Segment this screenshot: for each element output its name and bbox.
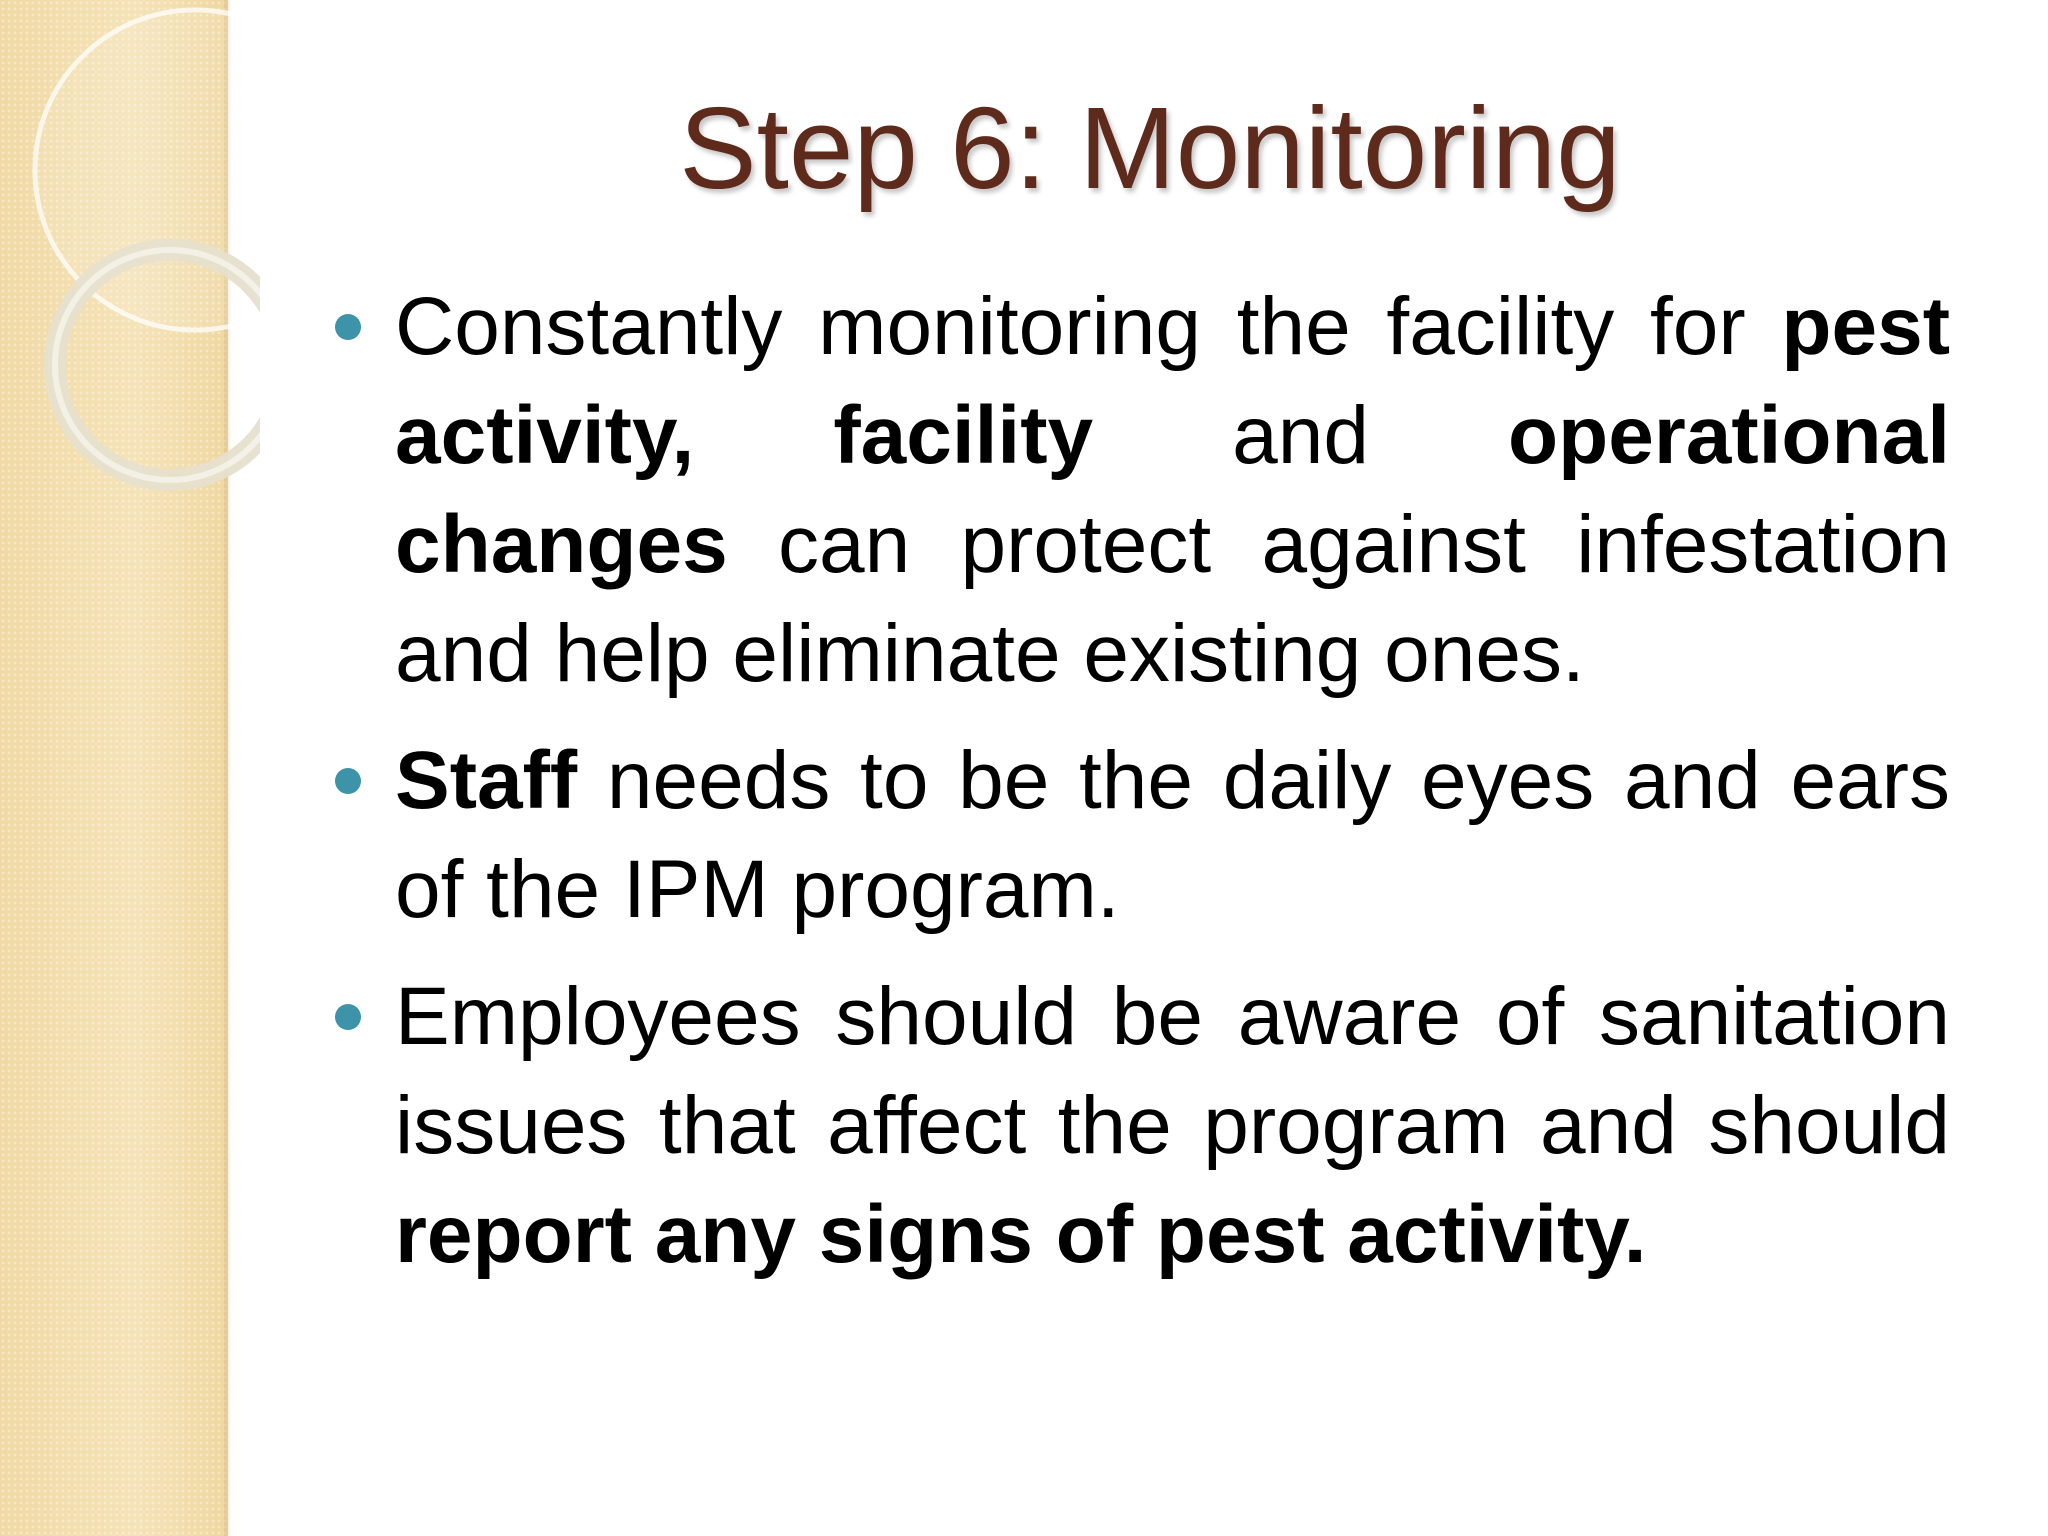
bullet-text-bold-segment: operational changes xyxy=(395,390,1950,590)
bullet-dot-icon xyxy=(335,768,361,794)
bullet-text-bold-segment: pest activity, facility xyxy=(395,281,1950,481)
bullet-text-segment: needs to be the daily eyes and ears of the IPM program. xyxy=(395,735,1950,935)
slide-title: Step 6: Monitoring xyxy=(679,83,1621,213)
bullet-text-segment: Employees should be aware of sanitation issues that affect the program and should xyxy=(395,971,1950,1171)
bullet-text-bold-segment: Staff xyxy=(395,735,578,826)
bullet-text-segment: and xyxy=(1093,390,1509,481)
bullet-list xyxy=(395,272,1950,1307)
decorative-rings xyxy=(0,0,260,520)
bullet-item-monitoring xyxy=(395,272,1950,708)
bullet-dot-icon xyxy=(335,314,361,340)
bullet-text-segment: Constantly monitoring the facility for xyxy=(395,281,1782,372)
bullet-text-segment: can protect against infestation and help eliminate existing ones. xyxy=(395,499,1950,699)
bullet-text-bold-segment: report any signs of pest activity. xyxy=(395,1189,1647,1280)
bullet-dot-icon xyxy=(335,1004,361,1030)
large-ring-fill xyxy=(38,13,260,327)
bullet-item-staff xyxy=(395,726,1950,944)
bullet-item-employees xyxy=(395,962,1950,1289)
